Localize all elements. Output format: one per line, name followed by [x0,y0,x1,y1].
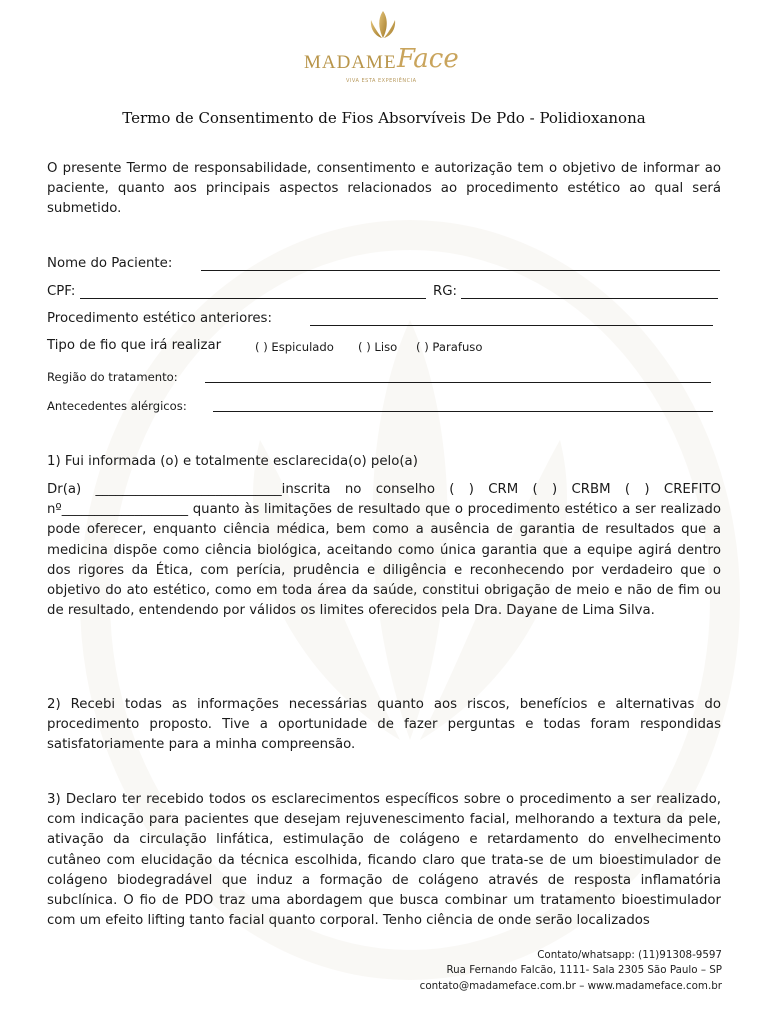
option-espiculado[interactable]: ( ) Espiculado [255,340,334,354]
thread-type-label: Tipo de fio que irá realizar [47,338,222,353]
brand-logo [300,6,470,90]
allergies-field[interactable] [213,397,713,412]
allergies-label: Antecedentes alérgicos: [47,399,187,413]
treatment-region-label: Região do tratamento: [47,370,178,384]
lotus-icon [366,8,400,42]
option-parafuso[interactable]: ( ) Parafuso [416,340,483,354]
rg-label: RG: [433,284,458,299]
option-liso[interactable]: ( ) Liso [358,340,398,354]
brand-tagline: VIVA ESTA EXPERIÊNCIA [346,78,417,84]
section-1-heading: 1) Fui informada (o) e totalmente esclarecida(o) pelo(a) [47,454,418,469]
previous-procedures-label: Procedimento estético anteriores: [47,311,272,326]
footer-phone: Contato/whatsapp: (11)91308-9597 [537,949,722,961]
footer-contact [420,948,722,994]
brand-name-left: MADAME [304,52,397,73]
cpf-label: CPF: [47,284,76,299]
footer-web[interactable]: contato@madameface.com.br – www.madameface.com.br [419,979,722,992]
treatment-region-field[interactable] [205,368,711,383]
cpf-field[interactable] [80,283,426,299]
footer-address: Rua Fernando Falcão, 1111- Sala 2305 São Paulo – SP [446,964,722,977]
patient-name-field[interactable] [201,255,720,271]
brand-name-right: Face [397,44,459,74]
section-2-paragraph: 2) Recebi todas as informações necessárias quanto aos riscos, benefícios e alternativas do procedimento proposto. Tive a oportunidade de fazer perguntas e todas foram respondidas satisfatoriamente para a minha compreensão. [47,697,721,753]
patient-name-label: Nome do Paciente: [47,256,173,271]
section-1-paragraph: Dr(a) ____________________________inscrita no conselho ( ) CRM ( ) CRBM ( ) CREFITO nº___________________ quanto às limitações de resultado que o procedimento estético a ser realizado pode oferecer, enquanto ciência médica, bem como a ausência de garantia de resultados que a medicina dispõe como ciência biológica, aceitando como única garantia que a equipe agirá dentro dos rigores da Ética, com perícia, prudência e diligência e reconhecendo por verdadeiro que o objetivo do ato estético, como em toda área da saúde, constitui obrigação de meio e não de fim ou de resultado, entendendo por válidos os limites oferecidos pela Dra. Dayane de Lima Silva. [47,482,721,619]
previous-procedures-field[interactable] [310,310,713,326]
intro-paragraph: O presente Termo de responsabilidade, consentimento e autorização tem o objetivo de informar ao paciente, quanto aos principais aspectos relacionados ao procedimento estético ao qual será submetido. [47,161,721,217]
section-3-paragraph: 3) Declaro ter recebido todos os esclarecimentos específicos sobre o procedimento a ser realizado, com indicação para pacientes que desejam rejuvenescimento facial, melhorando a textura da pele, ativação da circulação linfática, estimulação de colágeno e retardamento do envelhecimento cutâneo com elucidação da técnica escolhida, ficando claro que trata-se de um bioestimulador de colágeno biodegradável que induz a formação de colágeno através de resposta inflamatória subclínica. O fio de PDO traz uma abordagem que busca combinar um tratamento bioestimulador com um efeito lifting tanto facial quanto corporal. Tenho ciência de onde serão localizados [47,792,721,929]
document-title: Termo de Consentimento de Fios Absorvíveis De Pdo - Polidioxanona [122,109,646,127]
rg-field[interactable] [461,283,718,299]
